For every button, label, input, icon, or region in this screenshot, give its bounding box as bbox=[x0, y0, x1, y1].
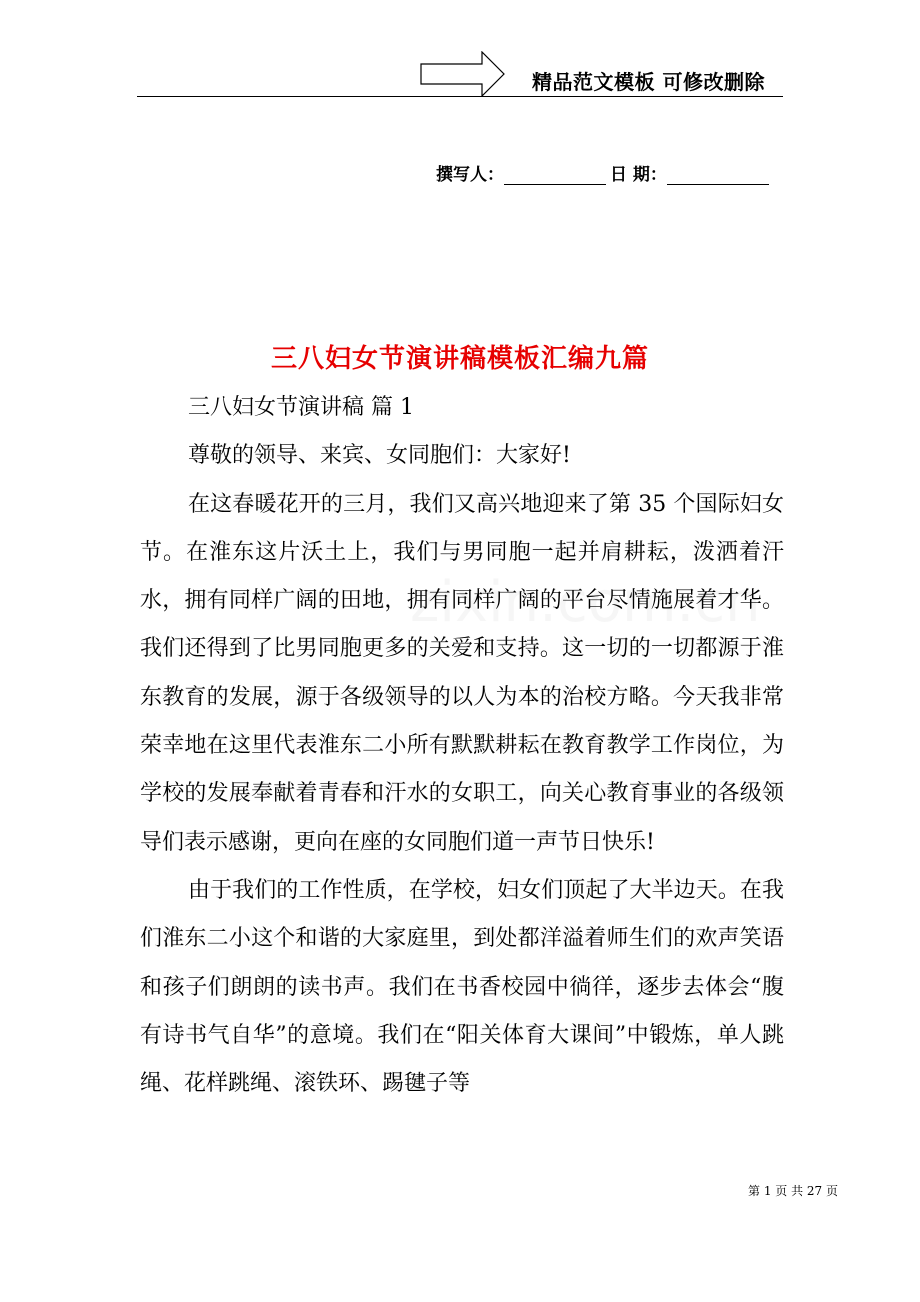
page-indicator: 第 1 页 共 27 页 bbox=[748, 1184, 838, 1198]
author-label: 撰写人： bbox=[436, 165, 504, 185]
date-blank-field[interactable] bbox=[667, 166, 769, 185]
right-arrow-outline-icon bbox=[420, 51, 506, 97]
document-title: 三八妇女节演讲稿模板汇编九篇 bbox=[270, 344, 649, 374]
date-label: 日 期： bbox=[610, 165, 667, 185]
greeting-paragraph: 尊敬的领导、来宾、女同胞们：大家好! bbox=[188, 443, 571, 469]
author-blank-field[interactable] bbox=[504, 166, 606, 185]
body-paragraph: 在这春暖花开的三月，我们又高兴地迎来了第 35 个国际妇女节。在淮东这片沃土上，我们与男同胞一起并肩耕耘，泼洒着汗水，拥有同样广阔的田地，拥有同样广阔的平台尽情施展着才华。我们还得到了比男同胞更多的关爱和支持。这一切的一切都源于淮东教育的发展，源于各级领导的以人为本的治校方略。今天我非常荣幸地在这里代表淮东二小所有默默耕耘在教育教学工作岗位，为学校的发展奉献着青春和汗水的女职工，向关心教育事业的各级领导们表示感谢，更向在座的女同胞们道一声节日快乐! bbox=[140, 491, 784, 855]
section-heading: 三八妇女节演讲稿 篇 1 bbox=[188, 395, 414, 420]
header-banner-text: 精品范文模板 可修改删除 bbox=[532, 70, 765, 94]
body-paragraph: 由于我们的工作性质，在学校，妇女们顶起了大半边天。在我们淮东二小这个和谐的大家庭里，到处都洋溢着师生们的欢声笑语和孩子们朗朗的读书声。我们在书香校园中徜徉，逐步去体会“腹有诗书气自华”的意境。我们在“阳关体育大课间”中锻炼，单人跳绳、花样跳绳、滚铁环、踢毽子等 bbox=[140, 877, 784, 1097]
header-rule bbox=[137, 96, 783, 97]
document-body bbox=[140, 384, 784, 1108]
author-date-line bbox=[436, 160, 773, 185]
